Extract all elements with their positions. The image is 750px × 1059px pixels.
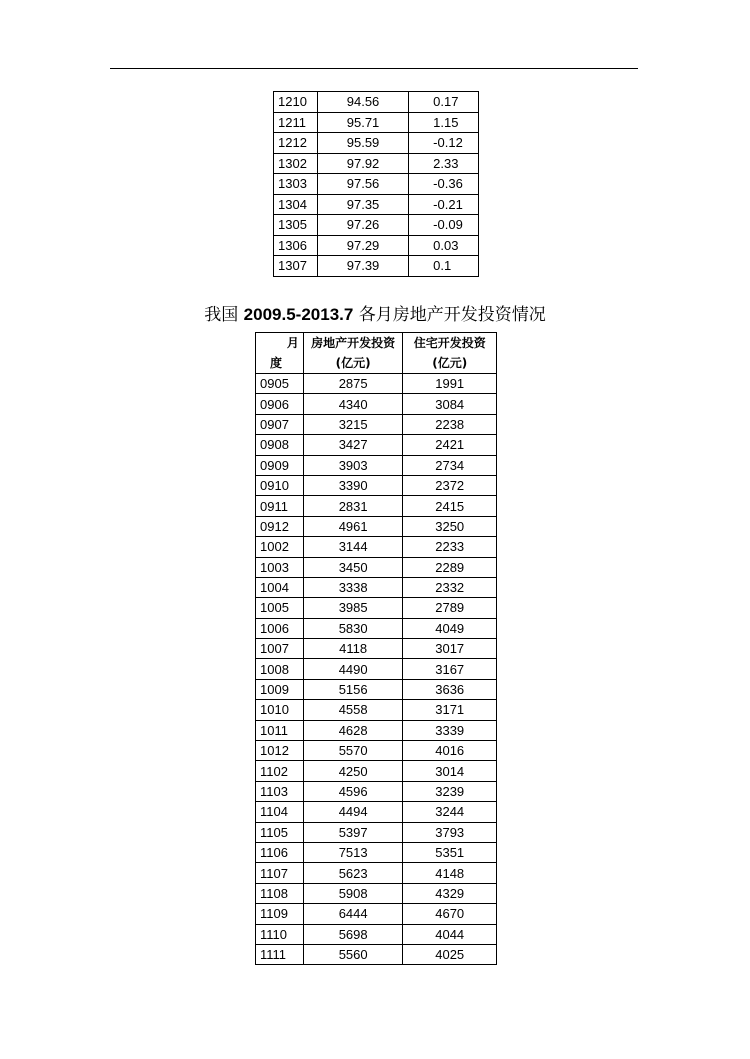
header-residential-line2: (亿元) — [432, 356, 468, 370]
table-cell: 5830 — [303, 618, 403, 638]
investment-table-caption — [0, 300, 750, 325]
table-cell: 5397 — [303, 822, 403, 842]
header-month — [256, 333, 304, 374]
table-cell: 0912 — [256, 516, 304, 536]
table-cell: 1991 — [403, 374, 497, 394]
table-cell: 3338 — [303, 577, 403, 597]
caption-prefix: 我国 — [204, 305, 244, 325]
table-cell: 4118 — [303, 639, 403, 659]
table-cell: 4628 — [303, 720, 403, 740]
table-cell: 1307 — [274, 256, 318, 277]
header-month-bottom: 度 — [270, 356, 283, 370]
table-cell: 0911 — [256, 496, 304, 516]
table-cell: 2238 — [403, 414, 497, 434]
table-cell: 5156 — [303, 679, 403, 699]
table-cell: 3215 — [303, 414, 403, 434]
table-cell: 2831 — [303, 496, 403, 516]
table-cell: 3171 — [403, 700, 497, 720]
table-row — [256, 679, 497, 699]
table-row — [256, 822, 497, 842]
table-cell: 1303 — [274, 174, 318, 195]
table-cell: 1106 — [256, 842, 304, 862]
table-cell: 0.17 — [409, 92, 479, 113]
table-cell: 5623 — [303, 863, 403, 883]
table-cell: 4049 — [403, 618, 497, 638]
table-row — [256, 904, 497, 924]
table-cell: 3985 — [303, 598, 403, 618]
table-cell: 2.33 — [409, 153, 479, 174]
table-cell: 4016 — [403, 741, 497, 761]
investment-table-body — [256, 333, 497, 965]
table-row — [274, 112, 479, 133]
table-row — [256, 659, 497, 679]
table-cell: 1107 — [256, 863, 304, 883]
table-cell: 1302 — [274, 153, 318, 174]
table-cell: 3084 — [403, 394, 497, 414]
table-row — [256, 802, 497, 822]
table-row — [256, 557, 497, 577]
table-cell: 1005 — [256, 598, 304, 618]
table-cell: 2332 — [403, 577, 497, 597]
table-cell: 1008 — [256, 659, 304, 679]
table-row — [256, 741, 497, 761]
table-cell: 4044 — [403, 924, 497, 944]
table-cell: 95.71 — [317, 112, 408, 133]
table-cell: 3239 — [403, 781, 497, 801]
table-cell: 1007 — [256, 639, 304, 659]
table-row — [256, 700, 497, 720]
header-realestate-line2: (亿元) — [335, 356, 371, 370]
table-cell: 0907 — [256, 414, 304, 434]
table-cell: 1109 — [256, 904, 304, 924]
table-row — [256, 618, 497, 638]
table-cell: 4329 — [403, 883, 497, 903]
table-row — [274, 92, 479, 113]
header-realestate-investment — [303, 333, 403, 374]
header-month-top: 月 — [286, 336, 299, 350]
table-cell: 97.26 — [317, 215, 408, 236]
table-row — [256, 496, 497, 516]
table-cell: 5560 — [303, 944, 403, 964]
table-cell: 5698 — [303, 924, 403, 944]
table-cell: 2233 — [403, 537, 497, 557]
table-cell: 1011 — [256, 720, 304, 740]
table-cell: 1002 — [256, 537, 304, 557]
table-cell: 1305 — [274, 215, 318, 236]
table-cell: 0906 — [256, 394, 304, 414]
investment-table — [255, 332, 497, 965]
table-cell: 2789 — [403, 598, 497, 618]
table-cell: 1004 — [256, 577, 304, 597]
header-residential-investment — [403, 333, 497, 374]
table-cell: 4250 — [303, 761, 403, 781]
table-cell: 2415 — [403, 496, 497, 516]
table-cell: 1012 — [256, 741, 304, 761]
table-cell: 2875 — [303, 374, 403, 394]
table-cell: 3014 — [403, 761, 497, 781]
table-row — [274, 235, 479, 256]
table-cell: 2372 — [403, 475, 497, 495]
table-row — [274, 153, 479, 174]
table-cell: 0905 — [256, 374, 304, 394]
table-row — [256, 598, 497, 618]
table-cell: 0910 — [256, 475, 304, 495]
table-row — [256, 924, 497, 944]
table-row — [256, 842, 497, 862]
table-row — [256, 639, 497, 659]
index-table-body — [274, 92, 479, 277]
table-cell: 97.56 — [317, 174, 408, 195]
table-cell: 4148 — [403, 863, 497, 883]
table-row — [256, 781, 497, 801]
table-cell: 4025 — [403, 944, 497, 964]
table-cell: 1103 — [256, 781, 304, 801]
table-row — [274, 215, 479, 236]
table-cell: 3250 — [403, 516, 497, 536]
table-cell: 1105 — [256, 822, 304, 842]
table-cell: 3167 — [403, 659, 497, 679]
table-cell: 4490 — [303, 659, 403, 679]
table-row — [256, 537, 497, 557]
table-cell: 4340 — [303, 394, 403, 414]
table-cell: 97.35 — [317, 194, 408, 215]
index-table — [273, 91, 479, 277]
table-cell: 1108 — [256, 883, 304, 903]
table-cell: 1.15 — [409, 112, 479, 133]
table-cell: 97.29 — [317, 235, 408, 256]
table-cell: 1306 — [274, 235, 318, 256]
table-cell: 5570 — [303, 741, 403, 761]
table-cell: -0.09 — [409, 215, 479, 236]
table-row — [256, 720, 497, 740]
table-cell: 1212 — [274, 133, 318, 154]
table-cell: 0.03 — [409, 235, 479, 256]
table-cell: 1111 — [256, 944, 304, 964]
table-cell: 3339 — [403, 720, 497, 740]
table-cell: -0.21 — [409, 194, 479, 215]
table-row — [256, 455, 497, 475]
table-cell: 4494 — [303, 802, 403, 822]
table-cell: 3793 — [403, 822, 497, 842]
table-cell: 4596 — [303, 781, 403, 801]
table-cell: 2289 — [403, 557, 497, 577]
table-cell: 3636 — [403, 679, 497, 699]
table-cell: 3450 — [303, 557, 403, 577]
table-cell: 3390 — [303, 475, 403, 495]
table-cell: 1304 — [274, 194, 318, 215]
table-cell: 4670 — [403, 904, 497, 924]
table-cell: 3017 — [403, 639, 497, 659]
table-cell: 4961 — [303, 516, 403, 536]
page-header-rule — [110, 68, 638, 69]
table-cell: -0.36 — [409, 174, 479, 195]
table-row — [274, 174, 479, 195]
table-cell: -0.12 — [409, 133, 479, 154]
table-cell: 97.39 — [317, 256, 408, 277]
table-row — [256, 475, 497, 495]
table-cell: 97.92 — [317, 153, 408, 174]
table-cell: 2734 — [403, 455, 497, 475]
table-cell: 7513 — [303, 842, 403, 862]
table-row — [256, 863, 497, 883]
caption-suffix: 各月房地产开发投资情况 — [353, 305, 546, 325]
table-cell: 4558 — [303, 700, 403, 720]
table-cell: 3244 — [403, 802, 497, 822]
table-row — [256, 577, 497, 597]
table-row — [274, 256, 479, 277]
header-residential-line1: 住宅开发投资 — [413, 336, 486, 350]
table-cell: 3903 — [303, 455, 403, 475]
table-row — [256, 944, 497, 964]
table-row — [274, 133, 479, 154]
table-row — [256, 414, 497, 434]
table-header-row — [256, 333, 497, 374]
table-cell: 1003 — [256, 557, 304, 577]
table-cell: 1010 — [256, 700, 304, 720]
table-row — [274, 194, 479, 215]
table-cell: 5908 — [303, 883, 403, 903]
table-row — [256, 394, 497, 414]
table-cell: 5351 — [403, 842, 497, 862]
table-cell: 1009 — [256, 679, 304, 699]
caption-date-range: 2009.5-2013.7 — [243, 305, 354, 324]
table-row — [256, 516, 497, 536]
table-cell: 3144 — [303, 537, 403, 557]
table-cell: 2421 — [403, 435, 497, 455]
table-cell: 1104 — [256, 802, 304, 822]
table-cell: 0.1 — [409, 256, 479, 277]
table-cell: 1211 — [274, 112, 318, 133]
table-row — [256, 883, 497, 903]
table-cell: 1210 — [274, 92, 318, 113]
table-cell: 1102 — [256, 761, 304, 781]
table-row — [256, 435, 497, 455]
table-cell: 3427 — [303, 435, 403, 455]
table-cell: 0908 — [256, 435, 304, 455]
table-cell: 0909 — [256, 455, 304, 475]
table-cell: 6444 — [303, 904, 403, 924]
table-cell: 95.59 — [317, 133, 408, 154]
table-cell: 1110 — [256, 924, 304, 944]
table-cell: 94.56 — [317, 92, 408, 113]
table-row — [256, 761, 497, 781]
table-cell: 1006 — [256, 618, 304, 638]
table-row — [256, 374, 497, 394]
header-realestate-line1: 房地产开发投资 — [311, 336, 396, 350]
